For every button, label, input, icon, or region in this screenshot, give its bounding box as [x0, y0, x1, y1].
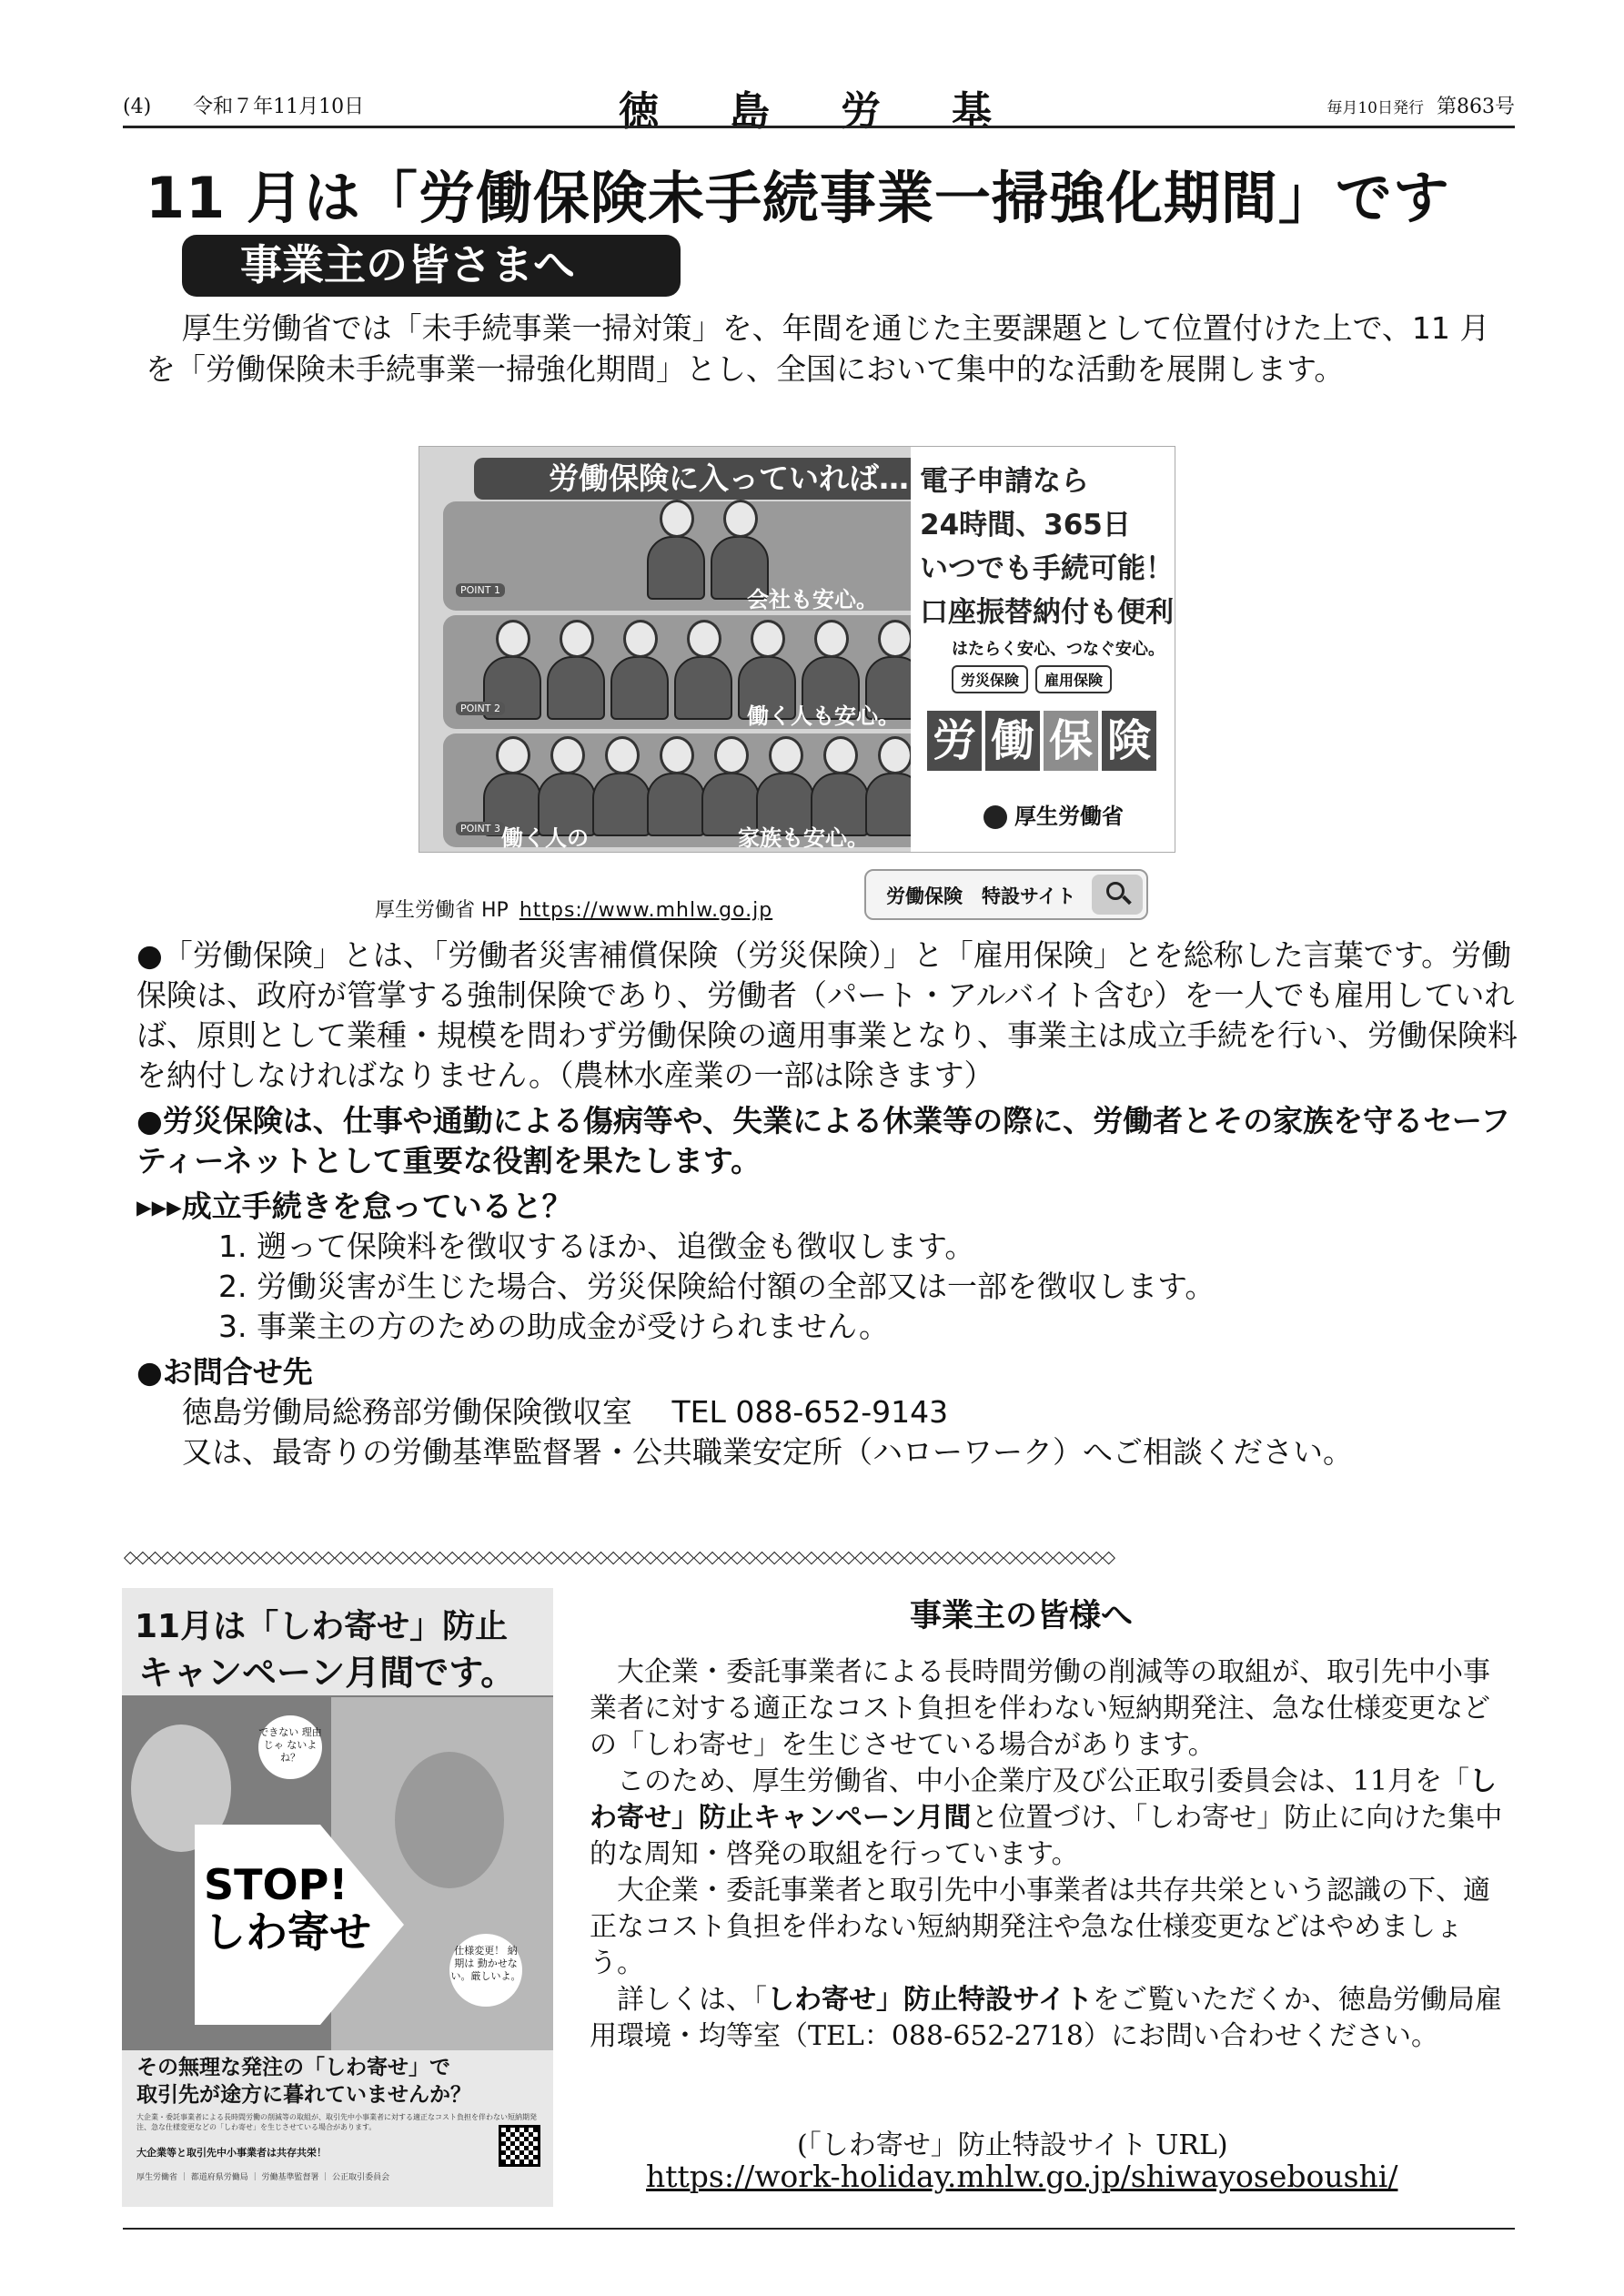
coexist-slogan: 大企業等と取引先中小事業者は共存共栄！ [136, 2147, 327, 2159]
point-label-3: POINT 3 [456, 822, 505, 835]
question-line2: 取引先が途方に暮れていませんか？ [136, 2083, 471, 2107]
intro-paragraph [146, 308, 1510, 389]
search-button[interactable] [1092, 875, 1143, 915]
article-title: 11 月は「労働保険未手続事業一掃強化期間」です [146, 165, 1450, 231]
person-icon [647, 736, 705, 836]
block-char: 働 [985, 711, 1040, 771]
hp-label: 厚生労働省 HP [375, 899, 509, 922]
newspaper-header [123, 84, 1515, 135]
header-rule [123, 126, 1515, 128]
question-line1: その無理な発注の「しわ寄せ」で [136, 2056, 450, 2079]
speech-bubble-1: できない 理由じゃ ないよね？ [258, 1715, 322, 1779]
caption-company: 会社も安心。 [747, 587, 878, 612]
consequence-item: 3. 事業主の方のための助成金が受けられません。 [218, 1309, 889, 1344]
speech-bubble-2: 仕様変更！ 納期は 動かせない。厳しいよ。 [449, 1934, 522, 2007]
article-body [136, 936, 1519, 1472]
consequence-item: 1. 遡って保険料を徴収するほか、追徴金も徴収します。 [218, 1229, 975, 1264]
article2-p1: 大企業・委託事業者による長時間労働の削減等の取組が、取引先中小事業者に対する適正なコスト負担を伴わない短納期発注、急な仕様変更などの「しわ寄せ」を生じさせている場合があります。 [590, 1656, 1490, 1761]
article2-heading: 事業主の皆様へ [910, 1597, 1134, 1634]
site-url-caption: (「しわ寄せ」防止特設サイト URL) [797, 2129, 1228, 2161]
block-char: 労 [927, 711, 982, 771]
benefit-line: 24時間、365日 [920, 509, 1131, 541]
point-label-1: POINT 1 [456, 583, 505, 597]
poster-logos: 厚生労働省 ｜ 都道府県労働局 ｜ 労働基準監督署 ｜ 公正取引委員会 [136, 2173, 390, 2182]
poster-headline: 労働保険に入っていれば… [474, 458, 983, 500]
poster-title-line2: キャンペーン月間です。 [138, 1653, 516, 1693]
stop-text [204, 1861, 371, 1956]
site-url-link[interactable]: https://work-holiday.mhlw.go.jp/shiwayoseboushi/ [646, 2159, 1398, 2194]
header-left [123, 91, 406, 119]
poster-question [136, 2054, 471, 2109]
contact-heading: ●お問合せ先 [136, 1354, 313, 1390]
caption-workers: 働く人も安心。 [747, 703, 900, 729]
stop-line1: STOP! [204, 1860, 348, 1909]
caption-workers-family-b: 家族も安心。 [738, 825, 869, 851]
insurance-tags [952, 665, 1112, 693]
section-divider: ◇◇◇◇◇◇◇◇◇◇◇◇◇◇◇◇◇◇◇◇◇◇◇◇◇◇◇◇◇◇◇◇◇◇◇◇◇◇◇◇◇◇◇◇◇◇◇◇◇◇◇◇◇◇◇◇◇◇◇◇◇◇◇◇◇◇◇◇◇◇◇◇◇◇◇◇◇◇◇◇ [124, 1547, 1115, 1565]
block-char: 保 [1044, 711, 1098, 771]
poster-title-line1: 11月は「しわ寄せ」防止 [135, 1608, 509, 1645]
contact-note: 又は、最寄りの労働基準監督署・公共職業安定所（ハローワーク）へご相談ください。 [182, 1434, 1353, 1470]
ministry-mark-icon [983, 805, 1007, 829]
audience-badge: 事業主の皆さまへ [182, 235, 681, 297]
person-icon [647, 500, 705, 600]
header-right [1326, 91, 1515, 119]
poster-fine-print: 大企業・委託事業者による長時間労働の削減等の取組が、取引先中小事業者に対する適正なコスト負担を伴わない短納期発注、急な仕様変更などの「しわ寄せ」を生じさせている場合があります。 [136, 2113, 537, 2131]
paper-title: 徳島労基 [619, 88, 1063, 135]
intro-text: 厚生労働省では「未手続事業一掃対策」を、年間を通じた主要課題として位置付けた上で、11 月を「労働保険未手続事業一掃強化期間」とし、全国において集中的な活動を展開します。 [146, 310, 1490, 387]
person-icon [592, 736, 651, 836]
page-number: (4) [123, 96, 152, 118]
consequence-item: 2. 労働災害が生じた場合、労災保険給付額の全部又は一部を徴収します。 [218, 1269, 1215, 1304]
roudou-hoken-blocks [927, 711, 1156, 771]
issue-schedule: 毎月10日発行 [1326, 99, 1424, 117]
person-icon [610, 620, 669, 720]
ministry-name: 厚生労働省 [1014, 804, 1124, 829]
stop-line2: しわ寄せ [204, 1907, 371, 1957]
article2-p4: 詳しくは、「しわ寄せ」防止特設サイトをご覧いただくか、徳島労働局雇用環境・均等室（TEL：088-652-2718）にお問い合わせください。 [590, 1984, 1502, 2052]
issue-number: 第863号 [1437, 96, 1515, 118]
contact-line: 徳島労働局総務部労働保険徴収室 TEL 088-652-9143 [182, 1394, 949, 1430]
benefit-line: いつでも手続可能！ [920, 552, 1174, 585]
labor-insurance-poster [419, 446, 1175, 853]
definition-paragraph: ●「労働保険」とは、「労働者災害補償保険（労災保険）」と「雇用保険」とを総称した言葉です。労働保険は、政府が管掌する強制保険であり、労働者（パート・アルバイト含む）を一人でも雇用していれば、原則として業種・規模を問わず労働保険の適用事業となり、事業主は成立手続を行い、労働保険料を納付しなければなりません。（農林水産業の一部は除きます） [136, 937, 1518, 1093]
article2-p2: このため、厚生労働省、中小企業庁及び公正取引委員会は、11月を「しわ寄せ」防止キャンペーン月間と位置づけ、「しわ寄せ」防止に向けた集中的な周知・啓発の取組を行っています。 [590, 1765, 1503, 1870]
worried-man-figure [395, 1752, 504, 1888]
point-label-2: POINT 2 [456, 702, 505, 715]
hp-line [375, 895, 772, 923]
consequences-heading: ▸▸▸成立手続きを怠っていると？ [136, 1188, 572, 1224]
ministry-logo [983, 798, 1124, 830]
role-paragraph: ●労災保険は、仕事や通勤による傷病等や、失業による休業等の際に、労働者とその家族を守るセーフティーネットとして重要な役割を果たします。 [136, 1103, 1511, 1178]
footer-rule [123, 2228, 1515, 2230]
benefit-line: 口座振替納付も便利 [920, 596, 1174, 629]
poster-slogan: はたらく安心、つなぐ安心。 [952, 640, 1165, 659]
tag-koyou: 雇用保険 [1035, 665, 1112, 693]
search-icon-handle [1122, 895, 1132, 905]
poster-benefits [920, 460, 1174, 634]
search-query[interactable]: 労働保険 特設サイト [886, 885, 1076, 907]
tag-rousai: 労災保険 [952, 665, 1028, 693]
block-char: 険 [1102, 711, 1156, 771]
article2-p3: 大企業・委託事業者と取引先中小事業者は共存共栄という認識の下、適正なコスト負担を伴わない短納期発注や急な仕様変更などはやめましょう。 [590, 1875, 1490, 1979]
benefit-line: 電子申請なら [920, 465, 1089, 498]
shiwayose-poster [122, 1588, 553, 2207]
person-icon [547, 620, 605, 720]
search-box[interactable] [864, 869, 1148, 920]
caption-workers-family-a: 働く人の [501, 825, 589, 851]
qr-code-icon [499, 2125, 540, 2167]
article2-body [590, 1654, 1510, 2055]
issue-date: 令和７年11月10日 [193, 96, 365, 118]
hp-url-link[interactable]: https://www.mhlw.go.jp [519, 899, 773, 922]
person-icon [674, 620, 732, 720]
